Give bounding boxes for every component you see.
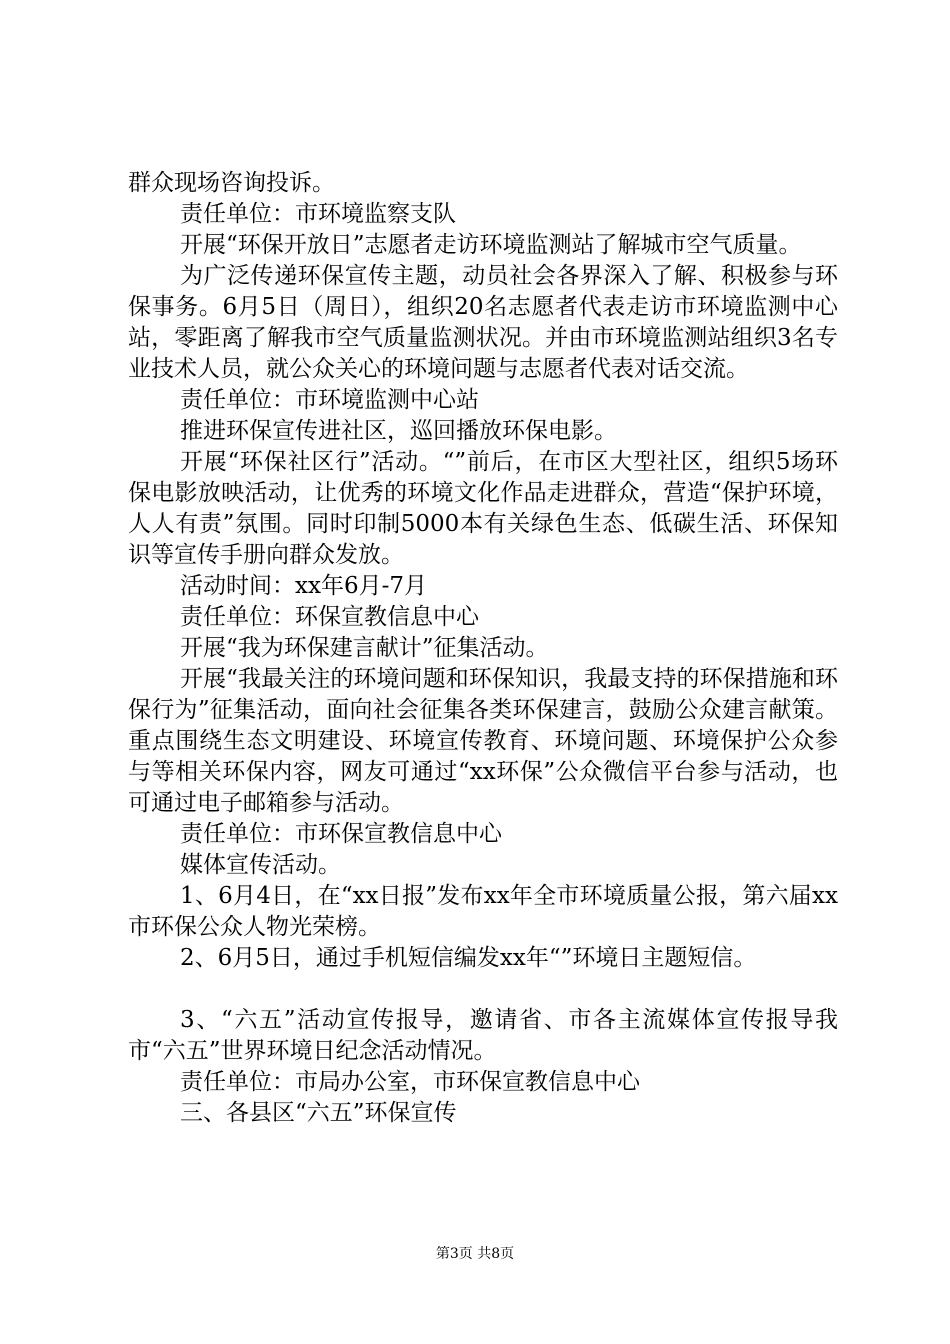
paragraph: 责任单位：市局办公室，市环保宣教信息中心 — [180, 1069, 640, 1095]
document-body — [128, 168, 838, 1129]
paragraph: 2、6月5日，通过手机短信编发xx年“”环境日主题短信。 — [180, 945, 757, 971]
paragraph: 责任单位：市环境监测中心站 — [180, 387, 479, 413]
paragraph: 3、“六五”活动宣传报导，邀请省、市各主流媒体宣传报导我市“六五”世界环境日纪念活动情况。 — [128, 1007, 838, 1064]
paragraph: 开展“我最关注的环境问题和环保知识，我最支持的环保措施和环保行为”征集活动，面向社会征集各类环保建言，鼓励公众建言献策。重点围绕生态文明建设、环境宣传教育、环境问题、环境保护公众参与等相关环保内容，网友可通过“xx环保”公众微信平台参与活动，也可通过电子邮箱参与活动。 — [128, 666, 838, 816]
paragraph: 责任单位：环保宣教信息中心 — [180, 604, 479, 630]
paragraph: 活动时间：xx年6月-7月 — [180, 573, 427, 599]
paragraph: 1、6月4日，在“xx日报”发布xx年全市环境质量公报，第六届xx市环保公众人物光荣榜。 — [128, 883, 838, 940]
page-number-footer: 第3页 共8页 — [435, 1246, 515, 1262]
paragraph: 群众现场咨询投诉。 — [128, 170, 335, 196]
paragraph: 媒体宣传活动。 — [180, 852, 341, 878]
paragraph: 责任单位：市环保宣教信息中心 — [180, 821, 502, 847]
paragraph: 开展“环保开放日”志愿者走访环境监测站了解城市空气质量。 — [180, 232, 802, 258]
paragraph: 开展“环保社区行”活动。“”前后，在市区大型社区，组织5场环保电影放映活动，让优秀的环境文化作品走进群众，营造“保护环境，人人有责”氛围。同时印制5000本有关绿色生态、低碳生活、环保知识等宣传手册向群众发放。 — [128, 449, 838, 568]
paragraph: 三、各县区“六五”环保宣传 — [180, 1100, 457, 1126]
paragraph: 责任单位：市环境监察支队 — [180, 201, 456, 227]
paragraph: 为广泛传递环保宣传主题，动员社会各界深入了解、积极参与环保事务。6月5日（周日），组织20名志愿者代表走访市环境监测中心站，零距离了解我市空气质量监测状况。并由市环境监测站组织3名专业技术人员，就公众关心的环境问题与志愿者代表对话交流。 — [128, 263, 838, 382]
paragraph: 开展“我为环保建言献计”征集活动。 — [180, 635, 549, 661]
paragraph: 推进环保宣传进社区，巡回播放环保电影。 — [180, 418, 617, 444]
blank-line — [128, 974, 838, 1005]
